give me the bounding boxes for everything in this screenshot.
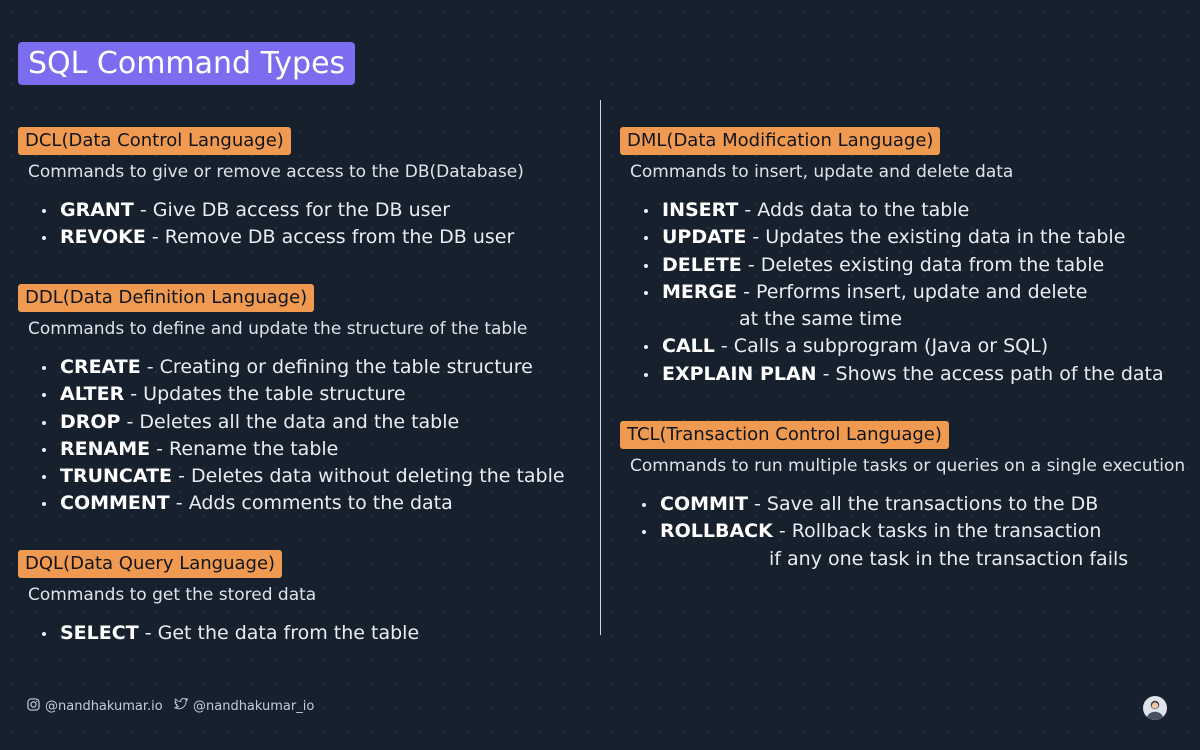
command-keyword: UPDATE bbox=[662, 226, 747, 249]
command-keyword: TRUNCATE bbox=[60, 465, 173, 488]
section-tcl bbox=[620, 421, 1185, 573]
command-keyword: INSERT bbox=[662, 199, 739, 221]
list-item bbox=[42, 490, 565, 517]
command-keyword: CREATE bbox=[60, 356, 141, 378]
command-description: - Rename the table bbox=[150, 437, 339, 460]
section-heading: DDL(Data Definition Language) bbox=[18, 284, 314, 312]
command-list bbox=[644, 197, 1164, 388]
command-description: - Adds comments to the data bbox=[169, 492, 453, 515]
command-description: - Adds data to the table bbox=[738, 199, 970, 221]
command-continuation: at the same time bbox=[739, 308, 903, 331]
command-keyword: RENAME bbox=[60, 437, 151, 460]
command-keyword: DELETE bbox=[662, 253, 742, 276]
instagram-link[interactable] bbox=[27, 698, 163, 715]
command-keyword: ROLLBACK bbox=[660, 520, 773, 543]
command-description: - Updates the existing data in the table bbox=[746, 226, 1126, 249]
list-item bbox=[642, 491, 1185, 518]
command-description: - Performs insert, update and delete bbox=[737, 280, 1088, 303]
command-description: - Deletes all the data and the table bbox=[120, 410, 460, 433]
list-item bbox=[644, 279, 1164, 334]
command-keyword: CALL bbox=[662, 335, 715, 358]
avatar bbox=[1143, 696, 1167, 720]
list-item bbox=[644, 197, 1164, 224]
twitter-handle: @nandhakumar_io bbox=[193, 698, 315, 714]
list-item bbox=[42, 436, 565, 463]
instagram-icon bbox=[27, 698, 40, 715]
list-item bbox=[644, 361, 1164, 388]
command-keyword: COMMENT bbox=[60, 492, 170, 515]
section-description: Commands to define and update the structure of the table bbox=[28, 319, 528, 339]
section-description: Commands to give or remove access to the DB(Database) bbox=[28, 162, 524, 182]
command-keyword: DROP bbox=[60, 410, 121, 433]
section-dcl bbox=[18, 127, 524, 252]
command-list bbox=[642, 491, 1185, 573]
list-item bbox=[42, 463, 565, 490]
section-description: Commands to get the stored data bbox=[28, 585, 317, 605]
command-description: - Shows the access path of the data bbox=[816, 362, 1164, 385]
section-description: Commands to insert, update and delete data bbox=[630, 162, 1014, 182]
command-keyword: COMMIT bbox=[660, 493, 748, 515]
section-dql bbox=[18, 550, 419, 647]
command-keyword: MERGE bbox=[662, 280, 738, 303]
command-keyword: ALTER bbox=[60, 383, 125, 406]
list-item bbox=[42, 620, 419, 647]
section-description: Commands to run multiple tasks or queries on a single execution bbox=[630, 456, 1186, 476]
list-item bbox=[644, 224, 1164, 251]
command-list bbox=[42, 197, 524, 252]
command-description: - Deletes existing data from the table bbox=[741, 253, 1105, 276]
command-keyword: SELECT bbox=[60, 622, 139, 644]
command-description: - Give DB access for the DB user bbox=[133, 199, 451, 221]
list-item bbox=[42, 381, 565, 408]
command-description: - Get the data from the table bbox=[138, 622, 420, 644]
command-keyword: REVOKE bbox=[60, 226, 146, 249]
command-description: - Deletes data without deleting the table bbox=[172, 465, 565, 488]
command-description: - Save all the transactions to the DB bbox=[747, 493, 1099, 515]
command-description: - Remove DB access from the DB user bbox=[145, 226, 515, 249]
section-heading: DML(Data Modification Language) bbox=[620, 127, 940, 155]
command-keyword: GRANT bbox=[60, 199, 134, 221]
command-description: - Rollback tasks in the transaction bbox=[772, 520, 1102, 543]
list-item bbox=[42, 197, 524, 224]
section-heading: DCL(Data Control Language) bbox=[18, 127, 291, 155]
page-title: SQL Command Types bbox=[18, 42, 355, 85]
twitter-icon bbox=[174, 698, 188, 714]
twitter-link[interactable] bbox=[174, 698, 314, 714]
list-item bbox=[42, 354, 565, 381]
section-heading: DQL(Data Query Language) bbox=[18, 550, 282, 578]
command-list bbox=[42, 354, 565, 518]
section-ddl bbox=[18, 284, 565, 518]
list-item bbox=[42, 409, 565, 436]
list-item bbox=[642, 518, 1185, 573]
section-heading: TCL(Transaction Control Language) bbox=[620, 421, 949, 449]
command-list bbox=[42, 620, 419, 647]
command-keyword: EXPLAIN PLAN bbox=[662, 362, 817, 385]
list-item bbox=[644, 333, 1164, 360]
section-dml bbox=[620, 127, 1164, 388]
instagram-handle: @nandhakumar.io bbox=[45, 699, 163, 714]
command-description: - Creating or defining the table structure bbox=[140, 356, 533, 378]
command-continuation: if any one task in the transaction fails bbox=[769, 547, 1129, 570]
column-divider bbox=[600, 100, 601, 635]
list-item bbox=[42, 224, 524, 251]
list-item bbox=[644, 252, 1164, 279]
command-description: - Updates the table structure bbox=[124, 383, 406, 406]
command-description: - Calls a subprogram (Java or SQL) bbox=[714, 335, 1049, 358]
